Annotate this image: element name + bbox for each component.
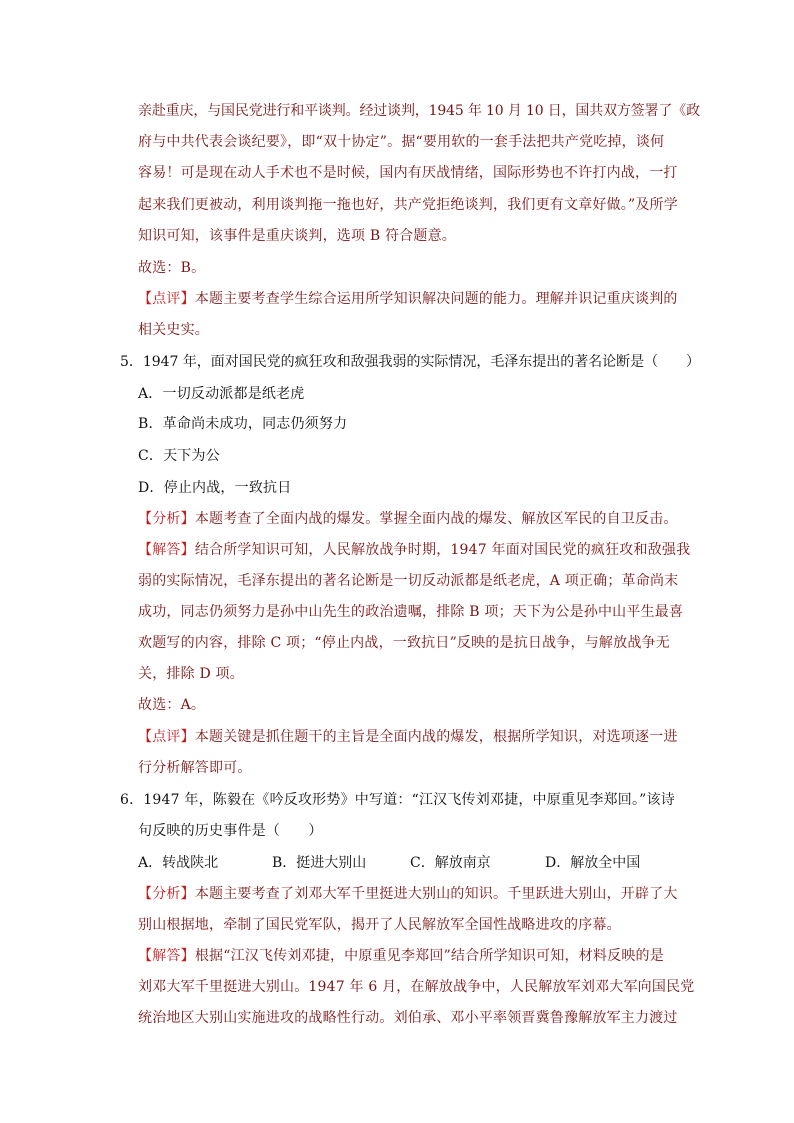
q5-solution-text: 结合所学知识可知，人民解放战争时期，1947 年面对国民党的疯狂攻和敌强我 [194,542,691,558]
q5-analysis [138,509,678,529]
prev-comment-text: 本题主要考查学生综合运用所学知识解决问题的能力。理解并识记重庆谈判的 [194,291,678,307]
prev-answer: 故选：B。 [138,260,206,276]
q5-solution-line-3: 成功，同志仍须努力是孙中山先生的政治遗嘱，排除 B 项；天下为公是孙中山平生最喜 [138,604,684,620]
q5-comment-line-2: 行分析解答即可。 [138,760,252,776]
q5-option-d: D．停止内战，一致抗日 [138,480,292,496]
q5-option-b: B．革命尚未成功，同志仍须努力 [138,416,348,432]
q6-solution-line-1 [138,946,664,966]
q6-option-c: C．解放南京 [410,855,491,871]
prev-solution-line-3: 容易！可是现在动人手术也不是时候，国内有厌战情绪，国际形势也不许打内战，一打 [138,165,678,181]
q6-analysis-text: 本题主要考查了刘邓大军千里挺进大别山的知识。千里跃进大别山，开辟了大 [194,886,678,902]
q5-comment-text: 本题关键是抓住题干的主旨是全面内战的爆发，根据所学知识，对选项逐一进 [194,729,678,745]
q6-stem-line-2: 句反映的历史事件是（ ） [138,823,323,839]
q5-solution-line-1 [138,540,690,560]
analysis-tag: 【分析】 [138,886,195,902]
prev-solution-line-1: 亲赴重庆，与国民党进行和平谈判。经过谈判，1945 年 10 月 10 日，国共双方签署了《政 [138,103,700,119]
comment-tag: 【点评】 [138,291,195,307]
q6-option-b: B．挺进大别山 [272,855,367,871]
q6-analysis-line-1 [138,884,678,904]
q5-option-c: C．天下为公 [138,448,220,464]
prev-solution-line-2: 府与中共代表会谈纪要》，即“双十协定”。据“要用软的一套手法把共产党吃掉，谈何 [138,134,665,150]
solution-tag: 【解答】 [138,542,195,558]
q5-solution-line-2: 弱的实际情况，毛泽东提出的著名论断是一切反动派都是纸老虎，A 项正确；革命尚末 [138,573,679,589]
analysis-tag: 【分析】 [138,511,195,527]
q6-analysis-line-2: 别山根据地，牵制了国民党军队，揭开了人民解放军全国性战略进攻的序幕。 [138,917,621,933]
prev-solution-line-5: 知识可知，该事件是重庆谈判，选项 B 符合题意。 [138,228,456,244]
q5-option-a: A．一切反动派都是纸老虎 [138,386,305,402]
solution-tag: 【解答】 [138,948,195,964]
q5-stem: 5．1947 年，面对国民党的疯狂攻和敌强我弱的实际情况，毛泽东提出的著名论断是（ ） [120,354,700,370]
q6-option-a: A．转战陕北 [138,855,219,871]
q5-solution-line-5: 关，排除 D 项。 [138,666,244,682]
prev-solution-line-4: 起来我们更被动，利用谈判拖一拖也好，共产党拒绝谈判，我们更有文章好做。”及所学 [138,197,678,213]
q6-stem-line-1: 6．1947 年，陈毅在《吟反攻形势》中写道：“江汉飞传刘邓捷，中原重见李郑回。”该诗 [120,792,675,808]
prev-comment-line-1 [138,289,678,309]
q5-solution-line-4: 欢题写的内容，排除 C 项；“停止内战，一致抗日”反映的是抗日战争，与解放战争无 [138,635,670,651]
q6-solution-line-2: 刘邓大军千里挺进大别山。1947 年 6 月，在解放战争中，人民解放军刘邓大军向国民党 [138,979,695,995]
q6-option-d: D．解放全中国 [545,855,641,871]
comment-tag: 【点评】 [138,729,195,745]
q5-analysis-text: 本题考查了全面内战的爆发。掌握全面内战的爆发、解放区军民的自卫反击。 [194,511,678,527]
q5-comment-line-1 [138,727,678,747]
prev-comment-line-2: 相关史实。 [138,322,209,338]
q5-answer: 故选：A。 [138,697,206,713]
q6-solution-text: 根据“江汉飞传刘邓捷，中原重见李郑回”结合所学知识可知，材料反映的是 [194,948,664,964]
q6-solution-line-3: 统治地区大别山实施进攻的战略性行动。刘伯承、邓小平率领晋冀鲁豫解放军主力渡过 [138,1010,678,1026]
